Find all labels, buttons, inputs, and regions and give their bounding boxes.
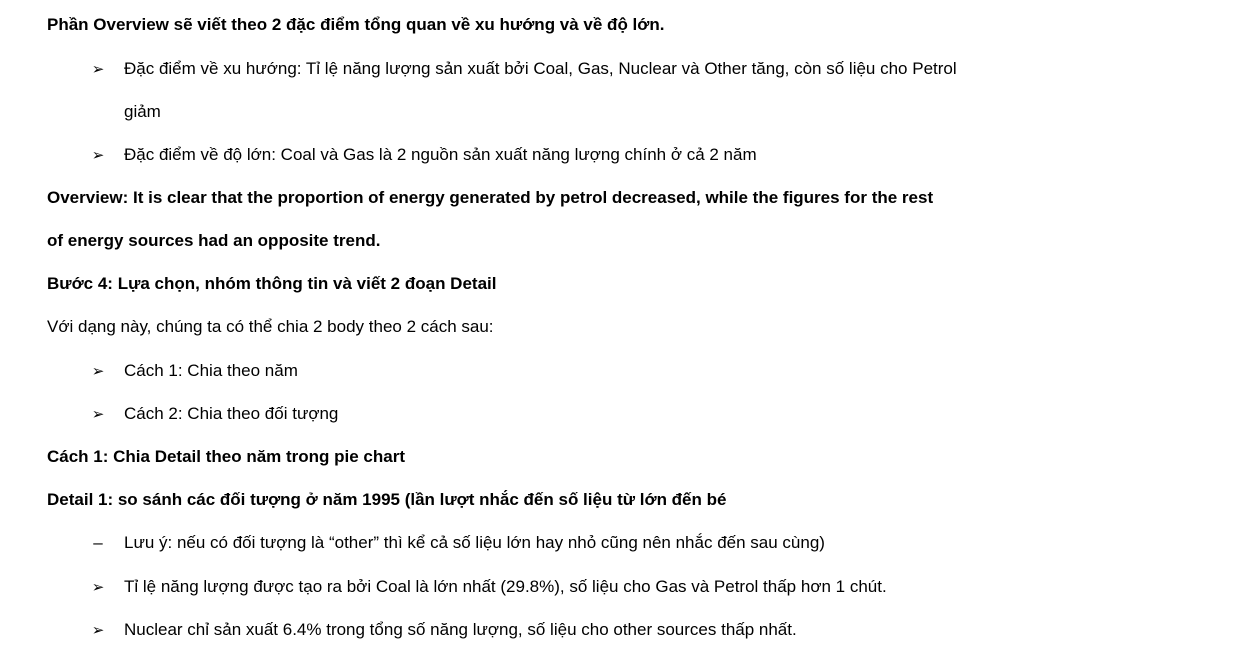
bullet-coal-text: Tỉ lệ năng lượng được tạo ra bởi Coal là lớn nhất (29.8%), số liệu cho Gas và Petrol thấp hơn 1 chút. bbox=[124, 577, 887, 596]
arrow-bullet-icon: ➢ bbox=[91, 60, 105, 78]
bullet-trend-text: Đặc điểm về xu hướng: Tỉ lệ năng lượng sản xuất bởi Coal, Gas, Nuclear và Other tăng, còn số liệu cho Petrol bbox=[124, 59, 957, 78]
arrow-bullet-icon: ➢ bbox=[91, 621, 105, 639]
arrow-bullet-icon: ➢ bbox=[91, 405, 105, 423]
arrow-bullet-icon: ➢ bbox=[91, 362, 105, 380]
detail-1-heading: Detail 1: so sánh các đối tượng ở năm 1995 (lần lượt nhắc đến số liệu từ lớn đến bé bbox=[47, 490, 727, 509]
bullet-nuclear-text: Nuclear chỉ sản xuất 6.4% trong tổng số năng lượng, số liệu cho other sources thấp nhất. bbox=[124, 620, 797, 639]
arrow-bullet-icon: ➢ bbox=[91, 578, 105, 596]
note-item-text: Lưu ý: nếu có đối tượng là “other” thì kể cả số liệu lớn hay nhỏ cũng nên nhắc đến sau cùng) bbox=[124, 533, 825, 552]
dash-bullet-icon: – bbox=[93, 533, 103, 552]
bullet-method-1-text: Cách 1: Chia theo năm bbox=[124, 361, 298, 380]
method-1-heading: Cách 1: Chia Detail theo năm trong pie chart bbox=[47, 447, 406, 466]
overview-sentence-continuation: of energy sources had an opposite trend. bbox=[47, 231, 381, 250]
body-split-intro: Với dạng này, chúng ta có thể chia 2 body theo 2 cách sau: bbox=[47, 317, 494, 336]
overview-sentence: Overview: It is clear that the proportion of energy generated by petrol decreased, while the figures for the rest bbox=[47, 188, 934, 207]
bullet-magnitude-text: Đặc điểm về độ lớn: Coal và Gas là 2 nguồn sản xuất năng lượng chính ở cả 2 năm bbox=[124, 145, 757, 164]
bullet-method-2-text: Cách 2: Chia theo đối tượng bbox=[124, 404, 339, 423]
overview-intro-heading: Phần Overview sẽ viết theo 2 đặc điểm tổng quan về xu hướng và về độ lớn. bbox=[47, 15, 665, 34]
arrow-bullet-icon: ➢ bbox=[91, 146, 105, 164]
bullet-trend-continuation: giảm bbox=[124, 102, 161, 121]
step4-heading: Bước 4: Lựa chọn, nhóm thông tin và viết 2 đoạn Detail bbox=[47, 274, 497, 293]
